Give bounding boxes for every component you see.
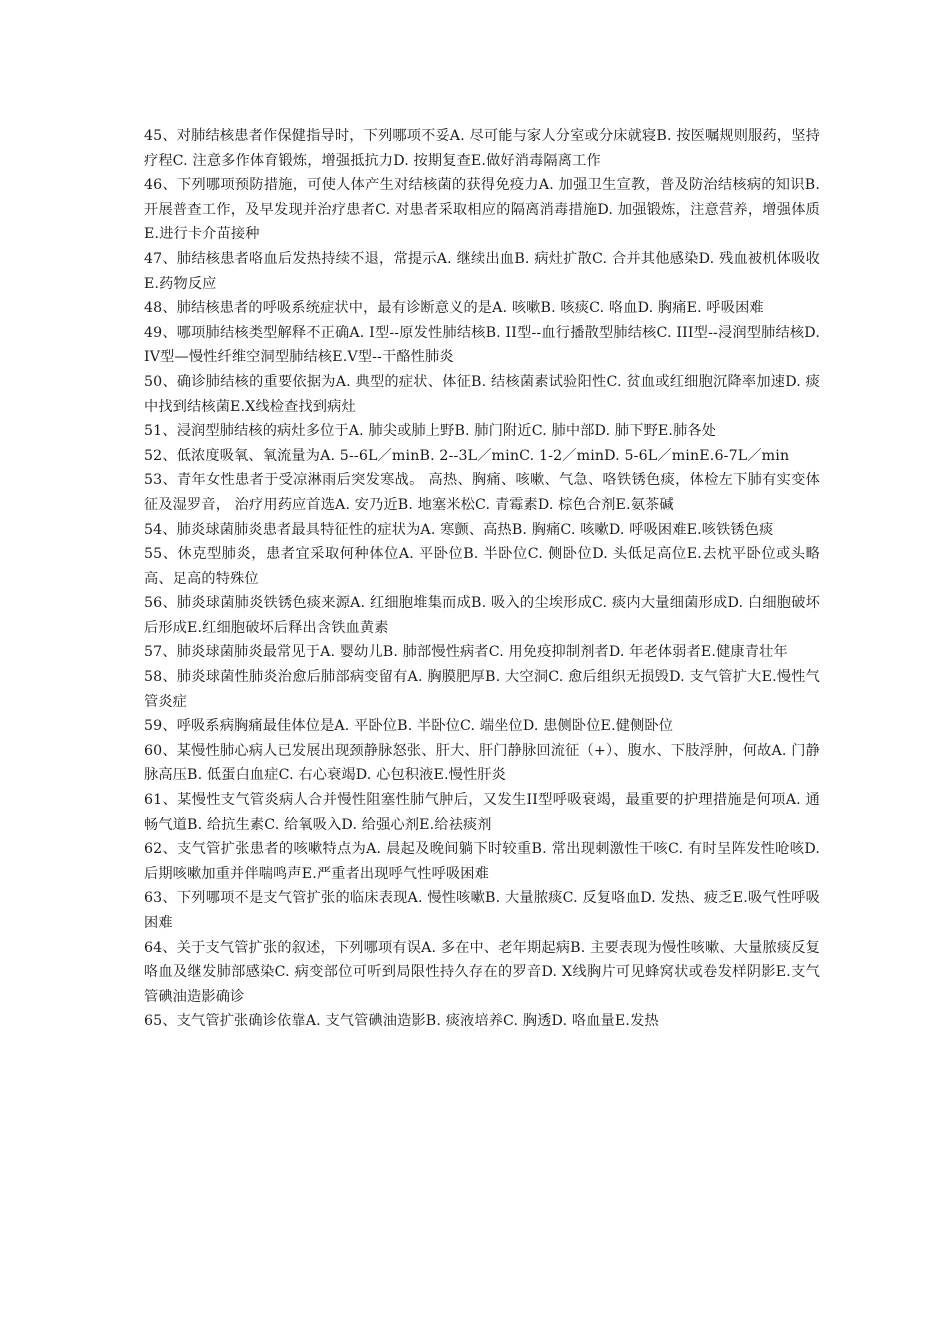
question-62: 62、支气管扩张患者的咳嗽特点为A. 晨起及晚间躺下时较重B. 常出现刺激性干咳C. 有时呈阵发性呛咳D. 后期咳嗽加重并伴喘鸣声E.严重者出现呼气性呼吸困难 [144,841,820,882]
question-53: 53、青年女性患者于受凉淋雨后突发寒战。 高热、胸痛、咳嗽、气急、咯铁锈色痰，体检左下肺有实变体征及湿罗音， 治疗用药应首选A. 安乃近B. 地塞米松C. 青霉素D. 棕色合剂E.氨茶碱 [144,472,820,513]
question-48: 48、肺结核患者的呼吸系统症状中，最有诊断意义的是A. 咳嗽B. 咳痰C. 咯血D. 胸痛E. 呼吸困难 [144,300,764,317]
question-46: 46、下列哪项预防措施，可使人体产生对结核菌的获得免疫力A. 加强卫生宣教，普及防治结核病的知识B. 开展普查工作，及早发现并治疗患者C. 对患者采取相应的隔离消毒措施D. 加强锻炼，注意营养，增强体质E.进行卡介苗接种 [144,177,820,243]
question-64: 64、关于支气管扩张的叙述，下列哪项有误A. 多在中、老年期起病B. 主要表现为慢性咳嗽、大量脓痰反复咯血及继发肺部感染C. 病变部位可听到局限性持久存在的罗音D. X线胸片可见蜂窝状或卷发样阴影E.支气管碘油造影确诊 [144,939,820,1005]
question-58: 58、肺炎球菌性肺炎治愈后肺部病变留有A. 胸膜肥厚B. 大空洞C. 愈后组织无损毁D. 支气管扩大E.慢性气管炎症 [144,669,820,710]
question-51: 51、浸润型肺结核的病灶多位于A. 肺尖或肺上野B. 肺门附近C. 肺中部D. 肺下野E.肺各处 [144,423,717,440]
question-60: 60、某慢性肺心病人已发展出现颈静脉怒张、肝大、肝门静脉回流征（+）、腹水、下肢浮肿，何故A. 门静脉高压B. 低蛋白血症C. 右心衰竭D. 心包积液E.慢性肝炎 [144,742,820,784]
question-52: 52、低浓度吸氧、氧流量为A. 5--6L／minB. 2--3L／minC. 1-2／minD. 5-6L／minE.6-7L／min [144,447,790,464]
question-49: 49、哪项肺结核类型解释不正确A. I型--原发性肺结核B. II型--血行播散型肺结核C. III型--浸润型肺结核D. IV型—慢性纤维空洞型肺结核E.V型--干酪性肺炎 [144,324,820,366]
question-54: 54、肺炎球菌肺炎患者最具特征性的症状为A. 寒颤、高热B. 胸痛C. 咳嗽D. 呼吸困难E.咳铁锈色痰 [144,521,774,538]
question-59: 59、呼吸系病胸痛最佳体位是A. 平卧位B. 半卧位C. 端坐位D. 患侧卧位E.健侧卧位 [144,718,674,735]
question-45: 45、对肺结核患者作保健指导时，下列哪项不妥A. 尽可能与家人分室或分床就寝B. 按医嘱规则服药，坚持疗程C. 注意多作体育锻炼，增强抵抗力D. 按期复查E.做好消毒隔离工作 [144,128,820,169]
question-63: 63、下列哪项不是支气管扩张的临床表现A. 慢性咳嗽B. 大量脓痰C. 反复咯血D. 发热、疲乏E.吸气性呼吸困难 [144,890,820,931]
question-55: 55、休克型肺炎，患者宜采取何种体位A. 平卧位B. 半卧位C. 侧卧位D. 头低足高位E.去枕平卧位或头略高、足高的特殊位 [144,546,820,587]
question-65: 65、支气管扩张确诊依靠A. 支气管碘油造影B. 痰液培养C. 胸透D. 咯血量E.发热 [144,1013,659,1030]
question-47: 47、肺结核患者咯血后发热持续不退，常提示A. 继续出血B. 病灶扩散C. 合并其他感染D. 残血被机体吸收E.药物反应 [144,250,820,292]
question-56: 56、肺炎球菌肺炎铁锈色痰来源A. 红细胞堆集而成B. 吸入的尘埃形成C. 痰内大量细菌形成D. 白细胞破坏后形成E.红细胞破坏后释出含铁血黄素 [144,595,820,636]
question-57: 57、肺炎球菌肺炎最常见于A. 婴幼儿B. 肺部慢性病者C. 用免疫抑制剂者D. 年老体弱者E.健康青壮年 [144,644,788,661]
question-50: 50、确诊肺结核的重要依据为A. 典型的症状、体征B. 结核菌素试验阳性C. 贫血或红细胞沉降率加速D. 痰中找到结核菌E.X线检查找到病灶 [144,373,820,415]
question-61: 61、某慢性支气管炎病人合并慢性阻塞性肺气肿后，又发生II型呼吸衰竭，最重要的护理措施是何项A. 通畅气道B. 给抗生素C. 给氧吸入D. 给强心剂E.给祛痰剂 [144,792,820,833]
document-page [144,124,820,1034]
